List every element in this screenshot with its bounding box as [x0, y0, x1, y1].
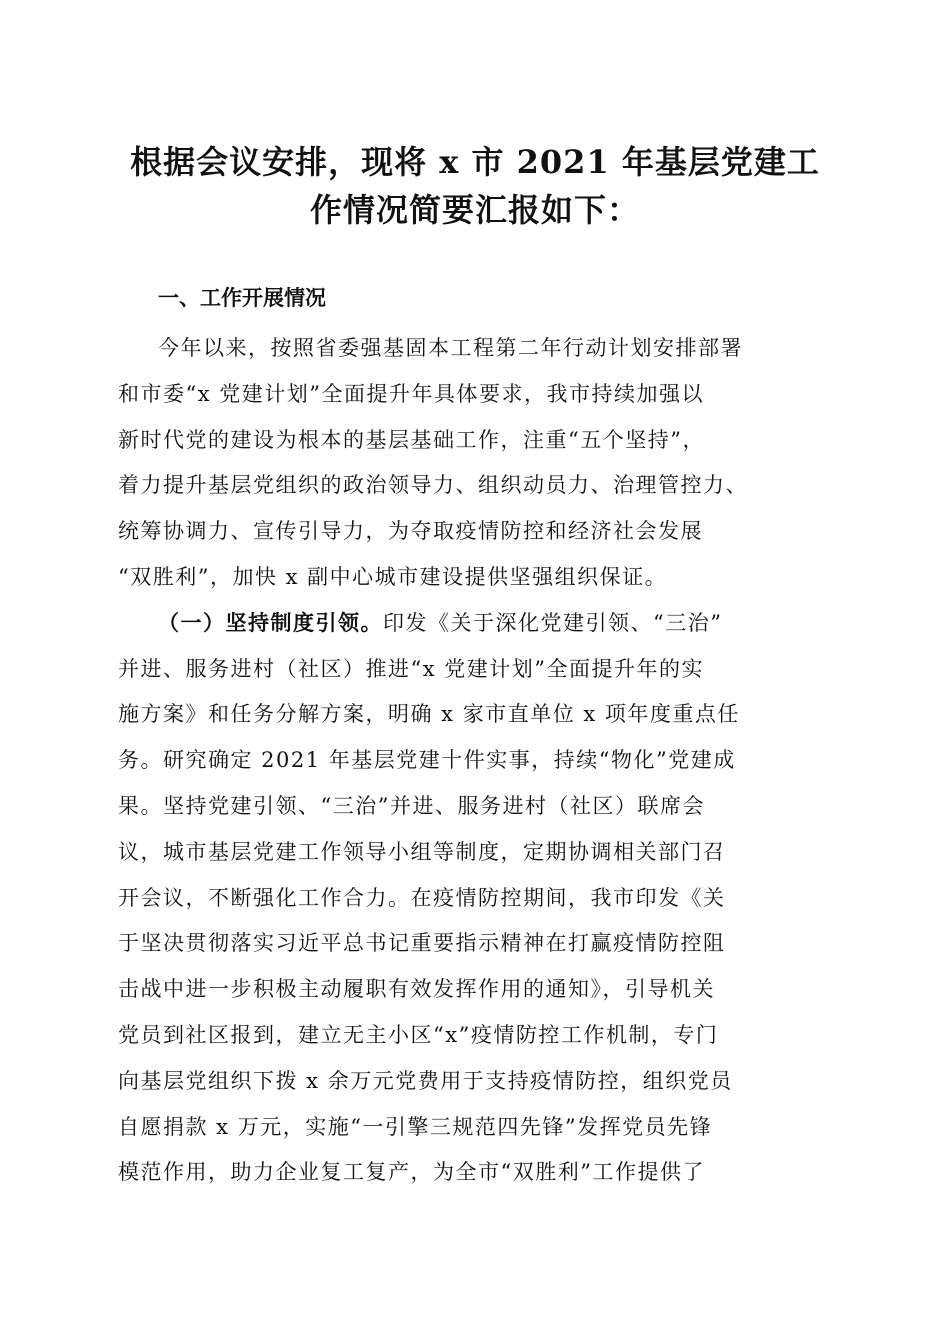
- paragraph-1-line: 今年以来，按照省委强基固本工程第二年行动计划安排部署: [158, 336, 743, 360]
- paragraph-2-first-rest: 印发《关于深化党建引领、“三治”: [383, 610, 723, 635]
- paragraph-2-line: 议，城市基层党建工作领导小组等制度，定期协调相关部门召: [118, 839, 726, 864]
- paragraph-2-line: 党员到社区报到，建立无主小区“x”疫情防控工作机制，专门: [118, 1022, 719, 1047]
- paragraph-2-first-line: [118, 601, 838, 647]
- paragraph-2-line: 自愿捐款 x 万元，实施“一引擎三规范四先锋”发挥党员先锋: [118, 1114, 713, 1139]
- paragraph-2-line: 向基层党组织下拨 x 余万元党费用于支持疫情防控，组织党员: [118, 1068, 733, 1093]
- paragraph-1-line: 着力提升基层党组织的政治领导力、组织动员力、治理管控力、: [118, 473, 748, 498]
- title-line-1: 根据会议安排，现将 x 市 2021 年基层党建工: [130, 143, 820, 181]
- paragraph-2-line: 模范作用，助力企业复工复产，为全市“双胜利”工作提供了: [118, 1160, 705, 1185]
- paragraph-2-line: 施方案》和任务分解方案，明确 x 家市直单位 x 项年度重点任: [118, 702, 740, 727]
- title-line-2: 作情况简要汇报如下：: [309, 191, 640, 229]
- paragraph-1-line: 新时代党的建设为根本的基层基础工作，注重“五个坚持”，: [118, 427, 705, 452]
- paragraph-1-line: 和市委“x 党建计划”全面提升年具体要求，我市持续加强以: [118, 381, 704, 406]
- paragraph-2-lead: （一）坚持制度引领。: [158, 610, 383, 635]
- paragraph-2-line: 务。研究确定 2021 年基层党建十件实事，持续“物化”党建成: [118, 748, 736, 773]
- paragraph-2-line: 开会议，不断强化工作合力。在疫情防控期间，我市印发《关: [118, 885, 726, 910]
- document-title: [110, 138, 840, 234]
- paragraph-2-line: 果。坚持党建引领、“三治”并进、服务进村（社区）联席会: [118, 793, 705, 818]
- paragraph-2-line: 击战中进一步积极主动履职有效发挥作用的通知》，引导机关: [118, 977, 715, 1002]
- document-body: [118, 326, 838, 1196]
- paragraph-1-line: “双胜利”，加快 x 副中心城市建设提供坚强组织保证。: [118, 564, 668, 589]
- paragraph-2-line: 并进、服务进村（社区）推进“x 党建计划”全面提升年的实: [118, 656, 704, 681]
- section-heading: 一、工作开展情况: [158, 286, 326, 310]
- paragraph-2-line: 于坚决贯彻落实习近平总书记重要指示精神在打赢疫情防控阻: [118, 931, 726, 956]
- paragraph-1-line: 统筹协调力、宣传引导力，为夺取疫情防控和经济社会发展: [118, 519, 703, 544]
